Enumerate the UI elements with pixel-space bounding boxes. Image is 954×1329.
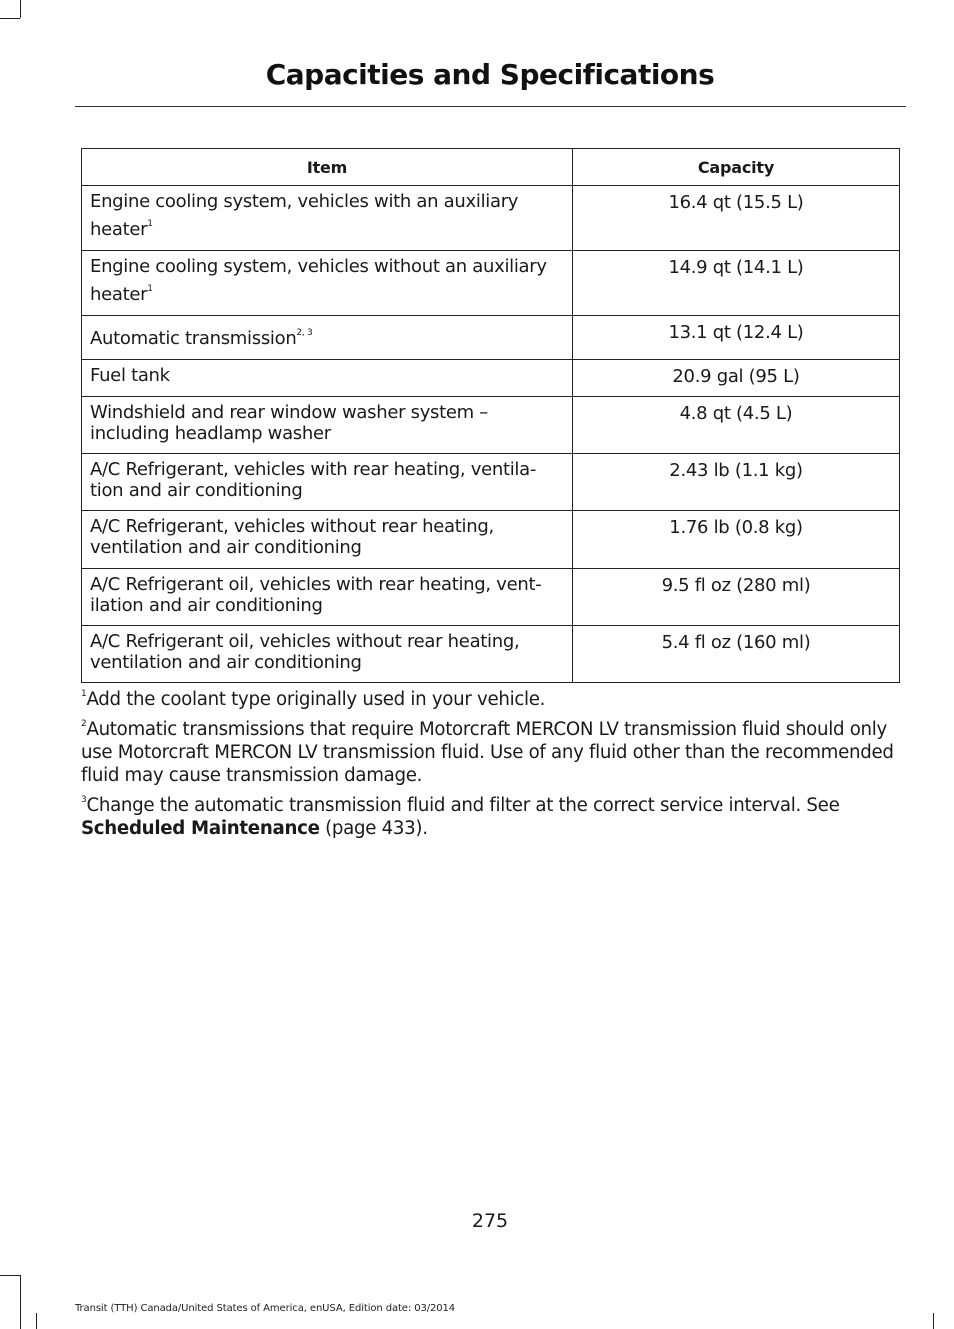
page-reference: (page 433). (319, 818, 428, 839)
table-row (82, 569, 900, 626)
item-text: Automatic transmission (90, 328, 297, 349)
capacity-cell: 16.4 qt (15.5 L) (573, 186, 900, 251)
footnotes (81, 688, 911, 847)
table-row (82, 397, 900, 454)
footnote-mark: 2 (81, 719, 87, 729)
footer-edition: Transit (TTH) Canada/United States of America, enUSA, Edition date: 03/2014 (75, 1303, 456, 1314)
footnote-2 (81, 718, 911, 787)
item-cell (82, 186, 573, 251)
item-cell (82, 316, 573, 360)
item-cell (82, 569, 573, 626)
footnote-1 (81, 688, 911, 711)
capacity-cell: 9.5 fl oz (280 ml) (573, 569, 900, 626)
capacity-cell: 20.9 gal (95 L) (573, 360, 900, 397)
scheduled-maintenance-link[interactable]: Scheduled Maintenance (81, 818, 320, 839)
column-header-item: Item (82, 149, 573, 186)
table-row (82, 626, 900, 683)
footnote-mark: 3 (81, 795, 87, 805)
table-header-row (82, 149, 900, 186)
page-number: 275 (471, 1210, 509, 1232)
item-cell (82, 360, 573, 397)
capacity-cell: 2.43 lb (1.1 kg) (573, 454, 900, 511)
capacity-cell: 5.4 fl oz (160 ml) (573, 626, 900, 683)
crop-mark-bottom-left-tick (36, 1313, 37, 1329)
table-row (82, 186, 900, 251)
footnote-ref: 1 (147, 284, 153, 294)
table-row (82, 511, 900, 569)
item-cell (82, 626, 573, 683)
table-row (82, 251, 900, 316)
item-cell (82, 397, 573, 454)
crop-mark-bottom-left-v (20, 1275, 21, 1329)
footnote-mark: 1 (81, 689, 87, 699)
footnote-ref: 1 (147, 219, 153, 229)
item-text: Engine cooling system, vehicles without an auxiliary heater (90, 256, 547, 305)
table-row (82, 316, 900, 360)
capacities-table (81, 148, 900, 683)
footnote-ref: 2, 3 (296, 328, 313, 338)
capacity-cell: 13.1 qt (12.4 L) (573, 316, 900, 360)
capacity-cell: 4.8 qt (4.5 L) (573, 397, 900, 454)
footnote-3 (81, 794, 911, 840)
item-text: Engine cooling system, vehicles with an auxiliary heater (90, 191, 519, 240)
item-text: Windshield and rear window washer system – including headlamp washer (90, 402, 489, 444)
item-text: A/C Refrigerant oil, vehicles with rear heating, vent-ilation and air conditioning (90, 574, 542, 616)
crop-mark-top-left-h (0, 18, 20, 19)
table-row (82, 360, 900, 397)
item-text: A/C Refrigerant oil, vehicles without rear heating, ventilation and air conditioning (90, 631, 520, 673)
item-text: A/C Refrigerant, vehicles with rear heating, ventila-tion and air conditioning (90, 459, 537, 501)
footnote-text: Add the coolant type originally used in your vehicle. (86, 689, 546, 710)
crop-mark-bottom-left-h (0, 1275, 20, 1276)
capacity-cell: 14.9 qt (14.1 L) (573, 251, 900, 316)
capacity-cell: 1.76 lb (0.8 kg) (573, 511, 900, 569)
title-divider (75, 106, 906, 107)
item-cell (82, 511, 573, 569)
item-text: A/C Refrigerant, vehicles without rear heating, ventilation and air conditioning (90, 516, 494, 558)
table-row (82, 454, 900, 511)
crop-mark-bottom-right-tick (933, 1313, 934, 1329)
footnote-text: Change the automatic transmission fluid and filter at the correct service interval. See (86, 795, 840, 816)
column-header-capacity: Capacity (573, 149, 900, 186)
page-title: Capacities and Specifications (265, 58, 715, 91)
item-cell (82, 251, 573, 316)
item-cell (82, 454, 573, 511)
crop-mark-top-left-v (20, 0, 21, 18)
footnote-text: Automatic transmissions that require Motorcraft MERCON LV transmission fluid should only use Motorcraft MERCON LV transmission fluid. Use of any fluid other than the recommended fluid may cause transmission damage. (81, 719, 894, 786)
item-text: Fuel tank (90, 365, 170, 386)
